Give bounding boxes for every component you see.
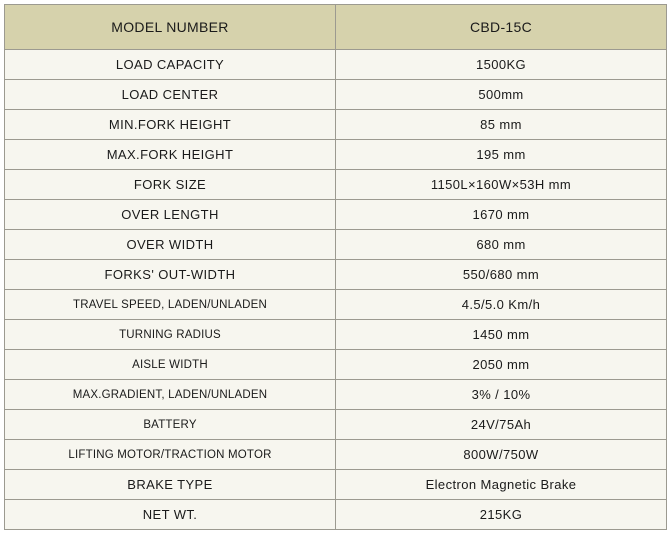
row-value: 1500KG <box>336 50 667 80</box>
row-value: 24V/75Ah <box>336 410 667 440</box>
header-model-number-value: CBD-15C <box>336 5 667 50</box>
row-label: OVER WIDTH <box>5 230 336 260</box>
table-row <box>5 50 667 80</box>
row-value: 215KG <box>336 500 667 530</box>
row-label: AISLE WIDTH <box>5 350 336 380</box>
spec-table-body <box>5 50 667 530</box>
table-row <box>5 440 667 470</box>
table-row <box>5 260 667 290</box>
table-row <box>5 140 667 170</box>
table-row <box>5 380 667 410</box>
row-label: MAX.FORK HEIGHT <box>5 140 336 170</box>
table-row <box>5 110 667 140</box>
table-row <box>5 170 667 200</box>
spec-table <box>4 4 667 530</box>
row-label: LIFTING MOTOR/TRACTION MOTOR <box>5 440 336 470</box>
table-row <box>5 200 667 230</box>
row-label: FORKS' OUT-WIDTH <box>5 260 336 290</box>
table-row <box>5 80 667 110</box>
table-row <box>5 350 667 380</box>
table-row <box>5 230 667 260</box>
row-value: 1150L×160W×53H mm <box>336 170 667 200</box>
header-row <box>5 5 667 50</box>
row-value: 1670 mm <box>336 200 667 230</box>
row-label: MAX.GRADIENT, LADEN/UNLADEN <box>5 380 336 410</box>
row-label: LOAD CENTER <box>5 80 336 110</box>
row-label: OVER LENGTH <box>5 200 336 230</box>
row-label: MIN.FORK HEIGHT <box>5 110 336 140</box>
row-label: BATTERY <box>5 410 336 440</box>
row-value: 800W/750W <box>336 440 667 470</box>
row-value: 4.5/5.0 Km/h <box>336 290 667 320</box>
header-model-number-label: MODEL NUMBER <box>5 5 336 50</box>
row-value: 550/680 mm <box>336 260 667 290</box>
row-value: 195 mm <box>336 140 667 170</box>
row-label: LOAD CAPACITY <box>5 50 336 80</box>
row-value: 680 mm <box>336 230 667 260</box>
table-row <box>5 320 667 350</box>
table-row <box>5 290 667 320</box>
row-value: 2050 mm <box>336 350 667 380</box>
row-label: FORK SIZE <box>5 170 336 200</box>
row-value: 1450 mm <box>336 320 667 350</box>
spec-table-header <box>5 5 667 50</box>
row-label: BRAKE TYPE <box>5 470 336 500</box>
table-row <box>5 410 667 440</box>
row-value: 85 mm <box>336 110 667 140</box>
table-row <box>5 500 667 530</box>
row-value: Electron Magnetic Brake <box>336 470 667 500</box>
table-row <box>5 470 667 500</box>
row-label: TRAVEL SPEED, LADEN/UNLADEN <box>5 290 336 320</box>
row-value: 500mm <box>336 80 667 110</box>
row-value: 3% / 10% <box>336 380 667 410</box>
row-label: NET WT. <box>5 500 336 530</box>
row-label: TURNING RADIUS <box>5 320 336 350</box>
